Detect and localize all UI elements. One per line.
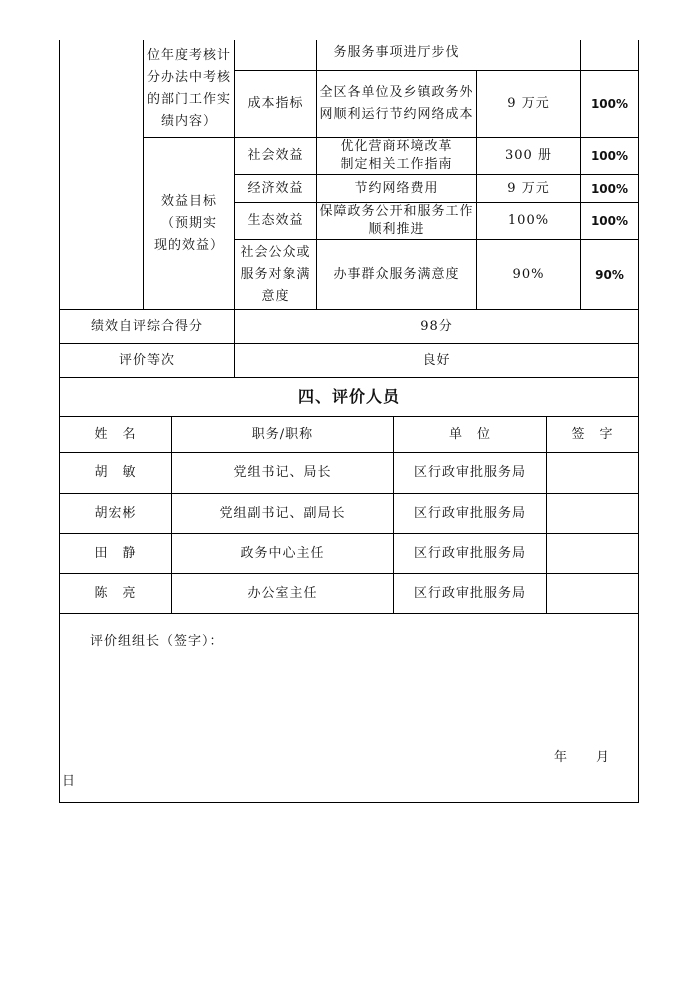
date-month: 月 (596, 750, 611, 765)
evaluator-name: 胡宏彬 (94, 505, 137, 521)
evaluator-unit: 区行政审批服务局 (413, 505, 526, 521)
header-sign: 签 字 (571, 426, 614, 442)
header-unit: 单 位 (448, 426, 491, 442)
economic-benefit-actual: 100% (590, 181, 629, 196)
metric-cell: 务服务事项进厅步伐 (333, 45, 460, 60)
dept-indicator-cell: 位年度考核计 分办法中考核 的部门工作实 绩内容） (146, 48, 231, 129)
leader-signature-label: 评价组组长（签字）： (90, 634, 224, 649)
evaluator-name: 胡 敏 (94, 465, 137, 480)
cost-target-cell: 9 万元 (507, 96, 550, 111)
ecological-benefit-indicator: 生态效益 (247, 213, 304, 228)
economic-benefit-metric: 节约网络费用 (354, 180, 439, 196)
header-name: 姓 名 (94, 426, 137, 442)
cost-indicator-cell: 成本指标 (247, 96, 304, 111)
social-benefit-actual: 100% (590, 149, 629, 163)
date-day: 日 (62, 774, 77, 789)
satisfaction-metric: 办事群众服务满意度 (333, 266, 460, 282)
evaluator-sign (547, 494, 638, 533)
satisfaction-actual: 90% (595, 267, 624, 282)
social-benefit-target: 300 册 (505, 148, 552, 163)
satisfaction-indicator: 社会公众或 服务对象满 意度 (240, 244, 311, 304)
evaluator-sign (547, 574, 638, 613)
evaluator-name: 陈 亮 (94, 585, 137, 601)
evaluator-position: 党组书记、局长 (233, 465, 332, 480)
economic-benefit-indicator: 经济效益 (247, 180, 304, 196)
section-title: 四、评价人员 (297, 387, 400, 406)
ecological-benefit-target: 100% (507, 213, 550, 228)
evaluator-position: 政务中心主任 (240, 545, 325, 561)
evaluator-position: 党组副书记、副局长 (219, 505, 346, 521)
social-benefit-indicator: 社会效益 (247, 148, 304, 163)
total-score-value: 98分 (420, 318, 453, 334)
evaluator-unit: 区行政审批服务局 (413, 585, 526, 601)
benefit-category-cell: 效益目标 （预期实 现的效益） (153, 193, 224, 253)
evaluator-position: 办公室主任 (247, 585, 318, 601)
date-year: 年 (554, 750, 569, 765)
evaluator-name: 田 静 (94, 545, 137, 561)
cost-actual-cell: 100% (590, 97, 629, 111)
grade-value: 良好 (422, 352, 451, 368)
satisfaction-target: 90% (512, 266, 545, 282)
header-position: 职务/职称 (251, 426, 314, 442)
ecological-benefit-metric: 保障政务公开和服务工作 顺利推进 (319, 204, 474, 237)
grade-label: 评价等次 (118, 352, 175, 368)
cost-metric-cell: 全区各单位及乡镇政务外 网顺利运行节约网络成本 (319, 85, 474, 122)
social-benefit-metric: 优化营商环境改革 制定相关工作指南 (340, 139, 453, 172)
total-score-label: 绩效自评综合得分 (90, 318, 203, 334)
evaluator-sign (547, 453, 638, 493)
ecological-benefit-actual: 100% (590, 214, 629, 228)
economic-benefit-target: 9 万元 (507, 180, 550, 196)
evaluator-unit: 区行政审批服务局 (413, 545, 526, 561)
evaluator-sign (547, 534, 638, 573)
evaluator-unit: 区行政审批服务局 (413, 465, 526, 480)
